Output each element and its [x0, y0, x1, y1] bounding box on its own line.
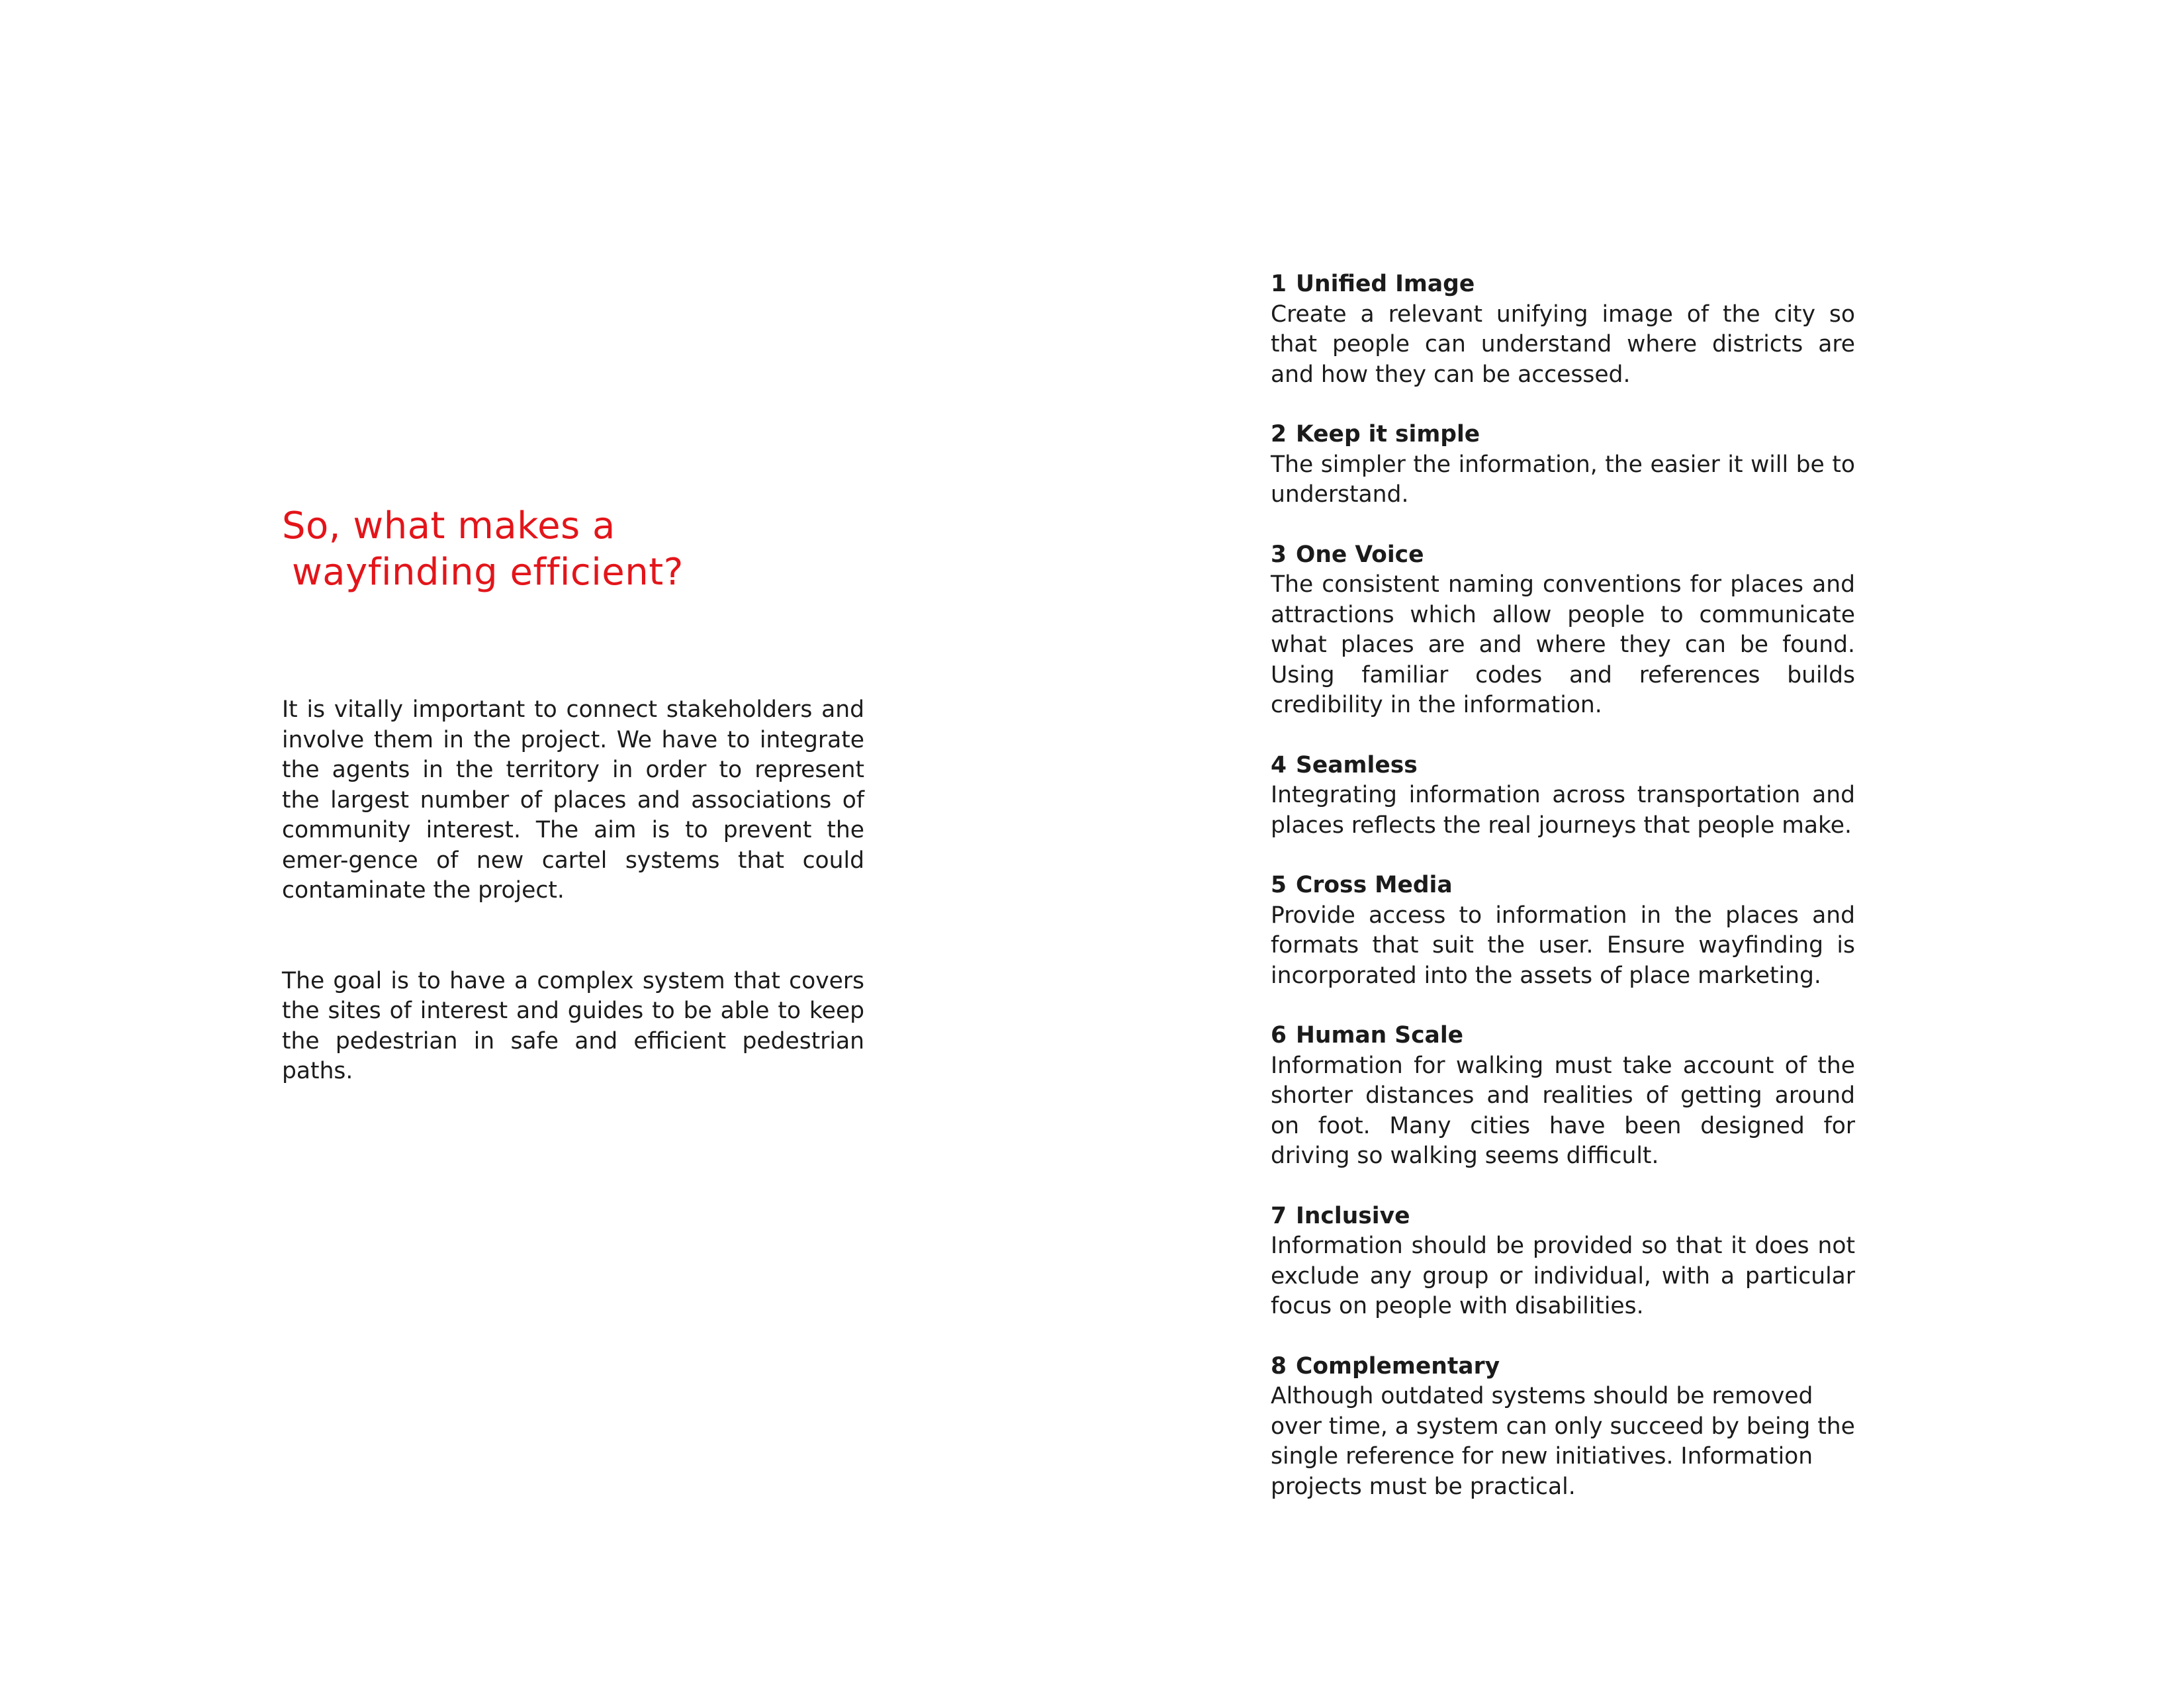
left-column [282, 503, 864, 1087]
principle-title: Seamless [1296, 751, 1418, 778]
principle-text: The consistent naming conventions for places and attractions which allow people to communicate what places are and where they can be found. Using familiar codes and references builds credibility in the information. [1271, 571, 1855, 718]
principle-heading [1271, 870, 1855, 901]
principle-title: Human Scale [1296, 1022, 1464, 1049]
principle-number: 5 [1271, 872, 1287, 898]
principle-number: 4 [1271, 751, 1287, 778]
principle-item-5 [1271, 870, 1855, 991]
principle-text: Information for walking must take account of the shorter distances and realities of getting around on foot. Many cities have been designed for driving so walking seems difficult. [1271, 1052, 1855, 1169]
principle-item-6 [1271, 1021, 1855, 1172]
principle-heading [1271, 1352, 1855, 1382]
principle-item-4 [1271, 751, 1855, 841]
principle-heading [1271, 540, 1855, 571]
principles-list [1271, 269, 1855, 1532]
principle-number: 1 [1271, 271, 1287, 297]
principle-text: Integrating information across transportation and places reflects the real journeys that people make. [1271, 782, 1855, 839]
principle-title: Inclusive [1296, 1202, 1410, 1229]
principle-item-3 [1271, 540, 1855, 721]
principle-title: Cross Media [1296, 872, 1453, 898]
principle-item-8 [1271, 1352, 1855, 1503]
principle-text: The simpler the information, the easier it will be to understand. [1271, 451, 1855, 508]
principle-heading [1271, 420, 1855, 450]
principle-title: Keep it simple [1296, 421, 1480, 447]
principle-number: 3 [1271, 541, 1287, 568]
principle-title: One Voice [1296, 541, 1424, 568]
intro-paragraph-1: It is vitally important to connect stakeholders and involve them in the project. We have to integrate the agents in the territory in order to represent the largest number of places and associations of community interest. The aim is to prevent the emer-gence of new cartel systems that could contaminate the project. [282, 696, 864, 904]
principle-text: Information should be provided so that it does not exclude any group or individual, with a particular focus on people with disabilities. [1271, 1233, 1855, 1319]
page-title [282, 503, 864, 596]
principle-heading [1271, 1201, 1855, 1232]
principle-item-2 [1271, 420, 1855, 510]
page-title-line-1: So, what makes a [282, 504, 615, 547]
principle-text: Provide access to information in the places and formats that suit the user. Ensure wayfinding is incorporated into the assets of place marketing. [1271, 902, 1855, 989]
page-title-line-2: wayfinding efficient? [292, 551, 684, 594]
principle-text: Although outdated systems should be removed over time, a system can only succeed by being the single reference for new initiatives. Information projects must be practical. [1271, 1383, 1855, 1500]
principle-title: Complementary [1296, 1352, 1500, 1380]
principle-number: 6 [1271, 1022, 1287, 1049]
principle-number: 2 [1271, 421, 1287, 447]
principle-title: Unified Image [1296, 271, 1475, 297]
intro-paragraph-2: The goal is to have a complex system that covers the sites of interest and guides to be able to keep the pedestrian in safe and efficient pedestrian paths. [282, 967, 864, 1084]
principle-heading [1271, 269, 1855, 300]
principle-number: 7 [1271, 1202, 1287, 1229]
principle-item-1 [1271, 269, 1855, 390]
principle-number: 8 [1271, 1352, 1287, 1380]
principle-text: Create a relevant unifying image of the city so that people can understand where districts are and how they can be accessed. [1271, 301, 1855, 388]
principle-heading [1271, 751, 1855, 781]
principle-item-7 [1271, 1201, 1855, 1322]
principle-heading [1271, 1021, 1855, 1051]
